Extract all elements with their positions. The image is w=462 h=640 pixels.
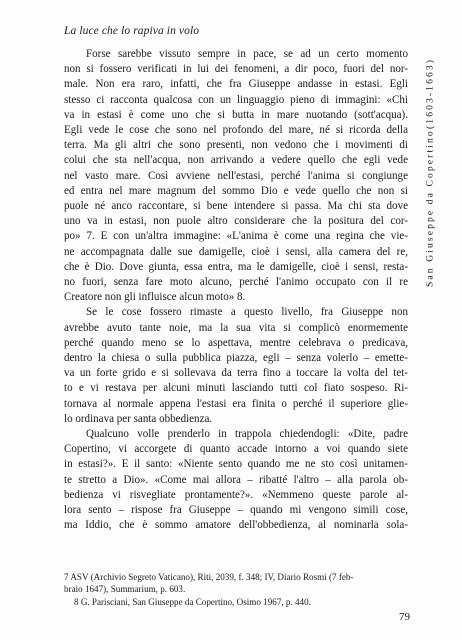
text-line: tornava al normale appena l'estasi era finita o perché il superiore glie- [64, 397, 408, 410]
footnote-line: 7 ASV (Archivio Segreto Vaticano), Riti, 2039, f. 348; IV, Diario Rosmi (7 feb- [64, 572, 354, 582]
side-title-text: San Giuseppe da Copertino [424, 129, 436, 287]
text-line: in estasi?». E il santo: «Niente sento quando me ne sto così unitamen- [64, 458, 408, 471]
text-line: va un forte grido e si sollevava da terra fino a toccare la volta del tet- [64, 367, 408, 380]
text-line: Forse sarebbe vissuto sempre in pace, se ad un certo momento [86, 48, 408, 60]
text-line: puole né anco raccontare, si bene intendere si passa. Ma chi sta dove [64, 200, 408, 213]
text-line: no fuori, senza fare moto alcuno, perché l'animo occupato con il re [64, 276, 408, 289]
text-line: te stretto a Dio». «Come mai allora – ribatté l'altro – alla parola ob- [64, 473, 408, 486]
text-line: non si fossero verificati in lui dei fenomeni, a dir poco, fuori del nor- [64, 63, 408, 76]
footnotes [64, 571, 408, 608]
text-line: avrebbe avuto tante noie, ma la sua vita si complicò enormemente [64, 321, 408, 334]
text-line: Qualcuno volle prenderlo in trappola chiedendogli: «Dite, padre [86, 428, 408, 441]
body-text [64, 47, 408, 534]
text-line: ed entra nel mare magnum del sommo Dio e vede quello che non si [64, 184, 408, 197]
text-line: perché quando meno se lo aspettava, mentre celebrava o predicava, [64, 336, 408, 349]
text-line: to e vi restava per alcuni minuti lasciando tutti col fiato sospeso. Ri- [64, 382, 408, 395]
text-line: stesso ci racconta qualcosa con un linguaggio pieno di immagini: «Chi [64, 93, 408, 106]
text-line: lora sento – rispose fra Giuseppe – quando mi vengono simili cose, [64, 504, 408, 517]
text-line: colui che sta nell'acqua, non arrivando a vedere quello che egli vede [64, 154, 408, 167]
side-title-years: (1603-1663) [424, 58, 436, 130]
text-line: bedienza vi risvegliate prontamente?». «Nemmeno queste parole al- [64, 488, 408, 501]
text-line: Copertino, vi accorgete di quanto accade intorno a voi quando siete [64, 443, 408, 456]
text-line: po» 7. E con un'altra immagine: «L'anima è come una regina che vie- [64, 230, 408, 243]
text-line: ne accompagnata dalle sue damigelle, cioè i sensi, alla camera del re, [64, 245, 408, 258]
text-line: male. Non era raro, infatti, che fra Giuseppe andasse in estasi. Egli [64, 78, 408, 91]
text-line: nel vasto mare. Così avviene nell'estasi, perché l'anima si congiunge [64, 169, 408, 182]
text-line: Creatore non gli influisce alcun moto» 8. [64, 291, 246, 304]
text-line: va in estasi è come uno che si butta in mare nuotando (sott'acqua). [64, 108, 408, 121]
text-line: uno va in estasi, non puole altro considerare che la positura del cor- [64, 215, 408, 228]
text-line: terra. Ma gli altri che sono presenti, non vedono che i movimenti di [64, 139, 408, 152]
text-line: lo ordinava per santa obbedienza. [64, 412, 213, 425]
text-line: Egli vede le cose che sono nel profondo del mare, né si ricorda della [64, 124, 408, 137]
side-running-title [421, 40, 439, 305]
text-line: ma Iddio, che è sommo amatore dell'obbedienza, al nominarla sola- [64, 519, 408, 532]
text-line: che è Dio. Dove giunta, essa entra, ma le damigelle, cioè i sensi, resta- [64, 260, 408, 273]
page-number: 79 [399, 611, 410, 623]
text-line: dentro la chiesa o sulla pubblica piazza, egli – senza volerlo – emette- [64, 352, 408, 365]
running-head: La luce che lo rapiva in volo [64, 25, 200, 37]
footnote-line: braio 1647), Summarium, p. 603. [64, 584, 186, 595]
text-line: Se le cose fossero rimaste a questo livello, fra Giuseppe non [86, 306, 408, 319]
footnote-line: 8 G. Parisciani, San Giuseppe da Copertino, Osimo 1967, p. 440. [74, 596, 311, 607]
